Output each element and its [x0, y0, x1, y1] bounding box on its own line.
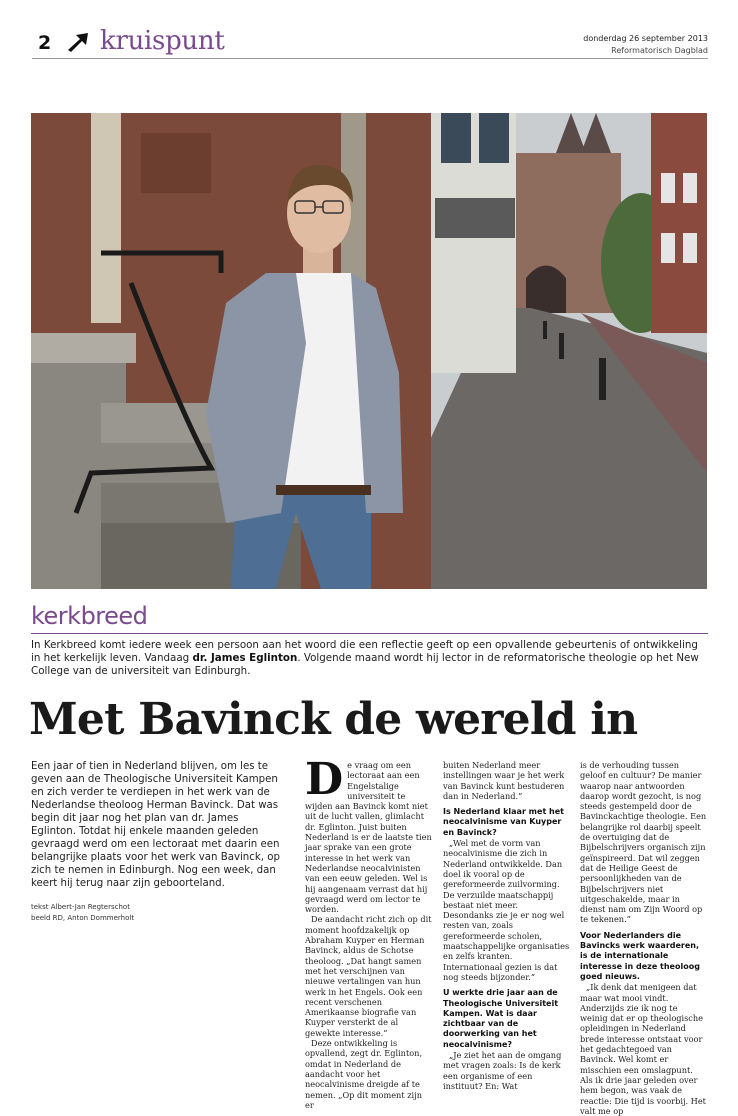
newspaper-name: Reformatorisch Dagblad: [611, 46, 708, 55]
paragraph: „Ik denk dat menigeen dat maar wat mooi vindt. Anderzijds zie ik nog te weinig dat er op theologische opleidingen in Nederland brede interesse ontstaat voor het gedachtegoed van Bavinck. Wel komt er misschien een omslagpunt. Als ik drie jaar geleden over hem begon, was vaak de reactie: Die tijd is voorbij. Het valt me op: [580, 982, 706, 1116]
text-credit: tekst Albert-Jan Regterschot: [31, 903, 130, 911]
paragraph: e vraag om een lectoraat aan een Engelstalige universiteit te wijden aan Bavinck komt niet uit de lucht vallen, glimlacht dr. Eglinton. Juist buiten Nederland is er de laatste tien jaar sprake van een grote interesse in het werk van Nederlandse neocalvinisten van een eeuw geleden. Wel is hij aangenaam verrast dat hij gevraagd werd om lector te worden.: [305, 760, 432, 915]
photo-portrait-icon: [31, 113, 707, 589]
section-name: kruispunt: [100, 26, 225, 56]
paragraph: buiten Nederland meer instellingen waar je het werk van Bavinck kunt bestuderen dan in Nederland.”: [443, 760, 565, 801]
page-header: [32, 26, 708, 60]
paragraph: „Je ziet het aan de omgang met vragen zoals: Is de kerk een organisme of een instituut? En: Wat: [443, 1050, 562, 1091]
intro-text: [31, 639, 701, 678]
headline: Met Bavinck de wereld in: [29, 694, 638, 745]
kicker-title: kerkbreed: [31, 602, 148, 630]
paragraph: is de verhouding tussen geloof en cultuur? De manier waarop naar antwoorden daarop wordt gezocht, is nog steeds gestempeld door de Bavinckachtige theologie. Een belangrijke rol daarbij speelt de overtuiging dat de Bijbelschrijvers organisch zijn geïnspireerd. Dat wil zeggen dat de Heilige Geest de persoonlijkheden van de Bijbelschrijvers niet uitgeschakelde, maar in dienst nam om Zijn Woord op te tekenen.”: [580, 760, 707, 925]
intro-text-after: . Volgende maand wordt hij lector in de reformatorische theologie op het New College van de universiteit van Edinburgh.: [31, 652, 699, 677]
interview-question: Voor Nederlanders die Bavincks werk waarderen, is de internationale interesse in deze theoloog goed nieuws.: [580, 930, 700, 981]
credits: [31, 902, 283, 924]
interview-question: Is Nederland klaar met het neocalvinisme van Kuyper en Bavinck?: [443, 807, 564, 837]
paragraph: Deze ontwikkeling is opvallend, zegt dr. Eglinton, omdat in Nederland de aandacht voor het neocalvinisme dreigde af te nemen. „Op dit moment zijn er: [305, 1038, 423, 1110]
photo-credit: beeld RD, Anton Dommerholt: [31, 914, 135, 922]
issue-date: donderdag 26 september 2013: [583, 34, 708, 43]
dropcap: D: [305, 754, 344, 805]
arrow-icon: [66, 30, 90, 54]
portrait-photo: [31, 113, 707, 589]
page-number: 2: [38, 32, 52, 54]
article-column-1: [305, 754, 432, 1110]
article-column-2: [443, 760, 570, 1091]
paragraph: De aandacht richt zich op dit moment hoofdzakelijk op Abraham Kuyper en Herman Bavinck, aldus de Schotse theoloog. „Dat hangt samen met het verschijnen van nieuwe vertalingen van hun werk in het Engels. Ook een recent verschenen Amerikaanse biografie van Kuyper versterkt de al gewekte interesse.”: [305, 914, 432, 1038]
lead-paragraph: Een jaar of tien in Nederland blijven, om les te geven aan de Theologische Universiteit Kampen en zich verder te verdiepen in het werk van de Nederlandse theoloog Herman Bavinck. Dat was begin dit jaar nog het plan van dr. James Eglinton. Totdat hij enkele maanden geleden gevraagd werd om een lectoraat met daarin een belangrijke plaats voor het werk van Bavinck, op zich te nemen in Edinburgh. Nog een week, dan keert hij terug naar zijn geboorteland.: [31, 761, 280, 889]
intro-text-before: In Kerkbreed komt iedere week een persoon aan het woord die een reflectie geeft op een opvallende gebeurtenis of ontwikkeling in het kerkelijk leven. Vandaag: [31, 639, 698, 664]
intro-person-name: dr. James Eglinton: [192, 652, 298, 664]
paragraph: „Wel met de vorm van neocalvinisme die zich in Nederland ontwikkelde. Dan doel ik vooral op de gereformeerde zuilvorming. De verzuilde maatschappij bestaat niet meer. Desondanks zie je er nog wel resten van, zoals gereformeerde scholen, maatschappelijke organisaties en zelfs kranten. Internationaal gezien is dat nog steeds bijzonder.”: [443, 838, 570, 982]
header-rule: [32, 58, 708, 59]
article-column-3: [580, 760, 707, 1116]
interview-question: U werkte drie jaar aan de Theologische Universiteit Kampen. Wat is daar zichtbaar van de doorwerking van het neocalvinisme?: [443, 988, 559, 1049]
kicker-rule: [31, 633, 708, 634]
